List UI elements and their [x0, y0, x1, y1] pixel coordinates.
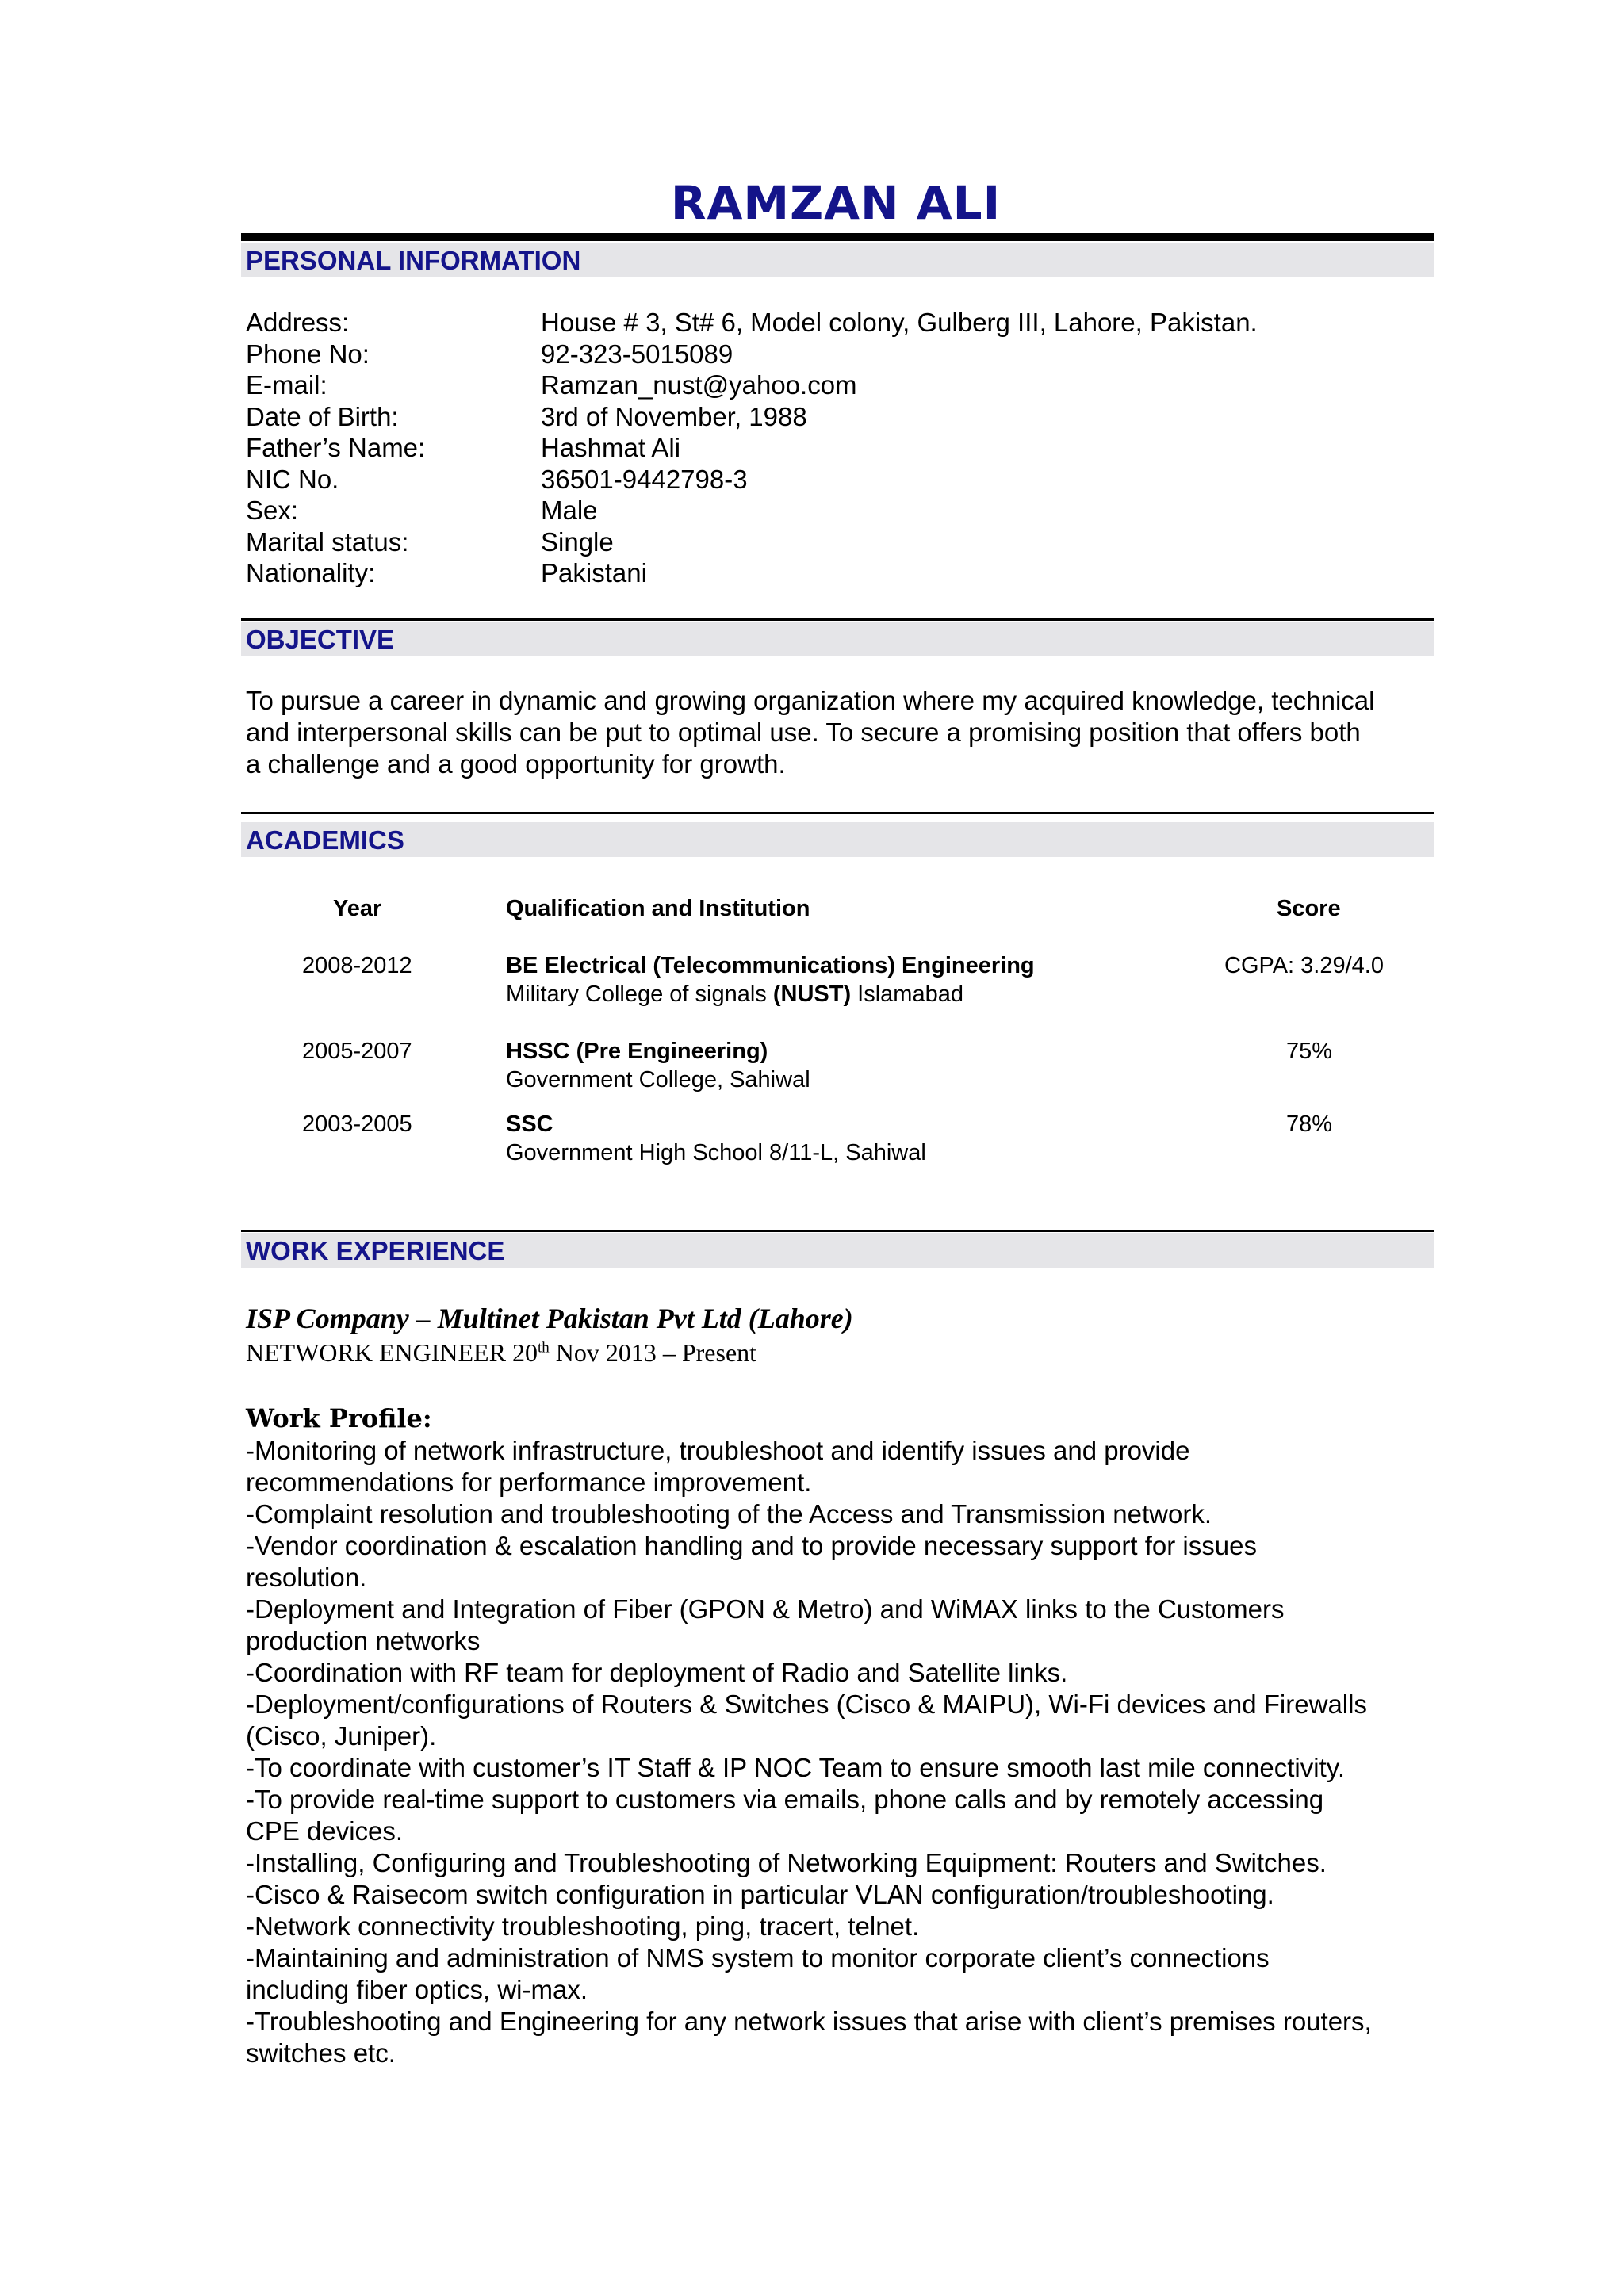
nic-value: 36501-9442798-3 [541, 465, 748, 494]
row-degree: HSSC (Pre Engineering) [506, 1039, 768, 1064]
row-score: CGPA: 3.29/4.0 [1224, 953, 1384, 978]
date-ordinal: th [537, 1339, 550, 1357]
row-institution [506, 980, 963, 1008]
job-title-dates [246, 1338, 756, 1368]
list-item: including fiber optics, wi-max. [246, 1975, 588, 2004]
row-institution: Government College, Sahiwal [506, 1067, 810, 1093]
row-year: 2005-2007 [302, 1039, 412, 1064]
list-item: -Coordination with RF team for deployment of Radio and Satellite links. [246, 1658, 1068, 1687]
row-year: 2003-2005 [302, 1112, 412, 1137]
dob-label: Date of Birth: [246, 402, 399, 431]
list-item: -Monitoring of network infrastructure, troubleshoot and identify issues and provide [246, 1436, 1190, 1465]
section-title-objective: OBJECTIVE [246, 625, 395, 654]
dob-value: 3rd of November, 1988 [541, 402, 807, 431]
col-header-year: Year [333, 896, 382, 921]
institution-city: Islamabad [851, 982, 963, 1007]
marital-status-label: Marital status: [246, 527, 409, 557]
father-name-label: Father’s Name: [246, 433, 426, 462]
list-item: recommendations for performance improvement. [246, 1468, 812, 1497]
col-header-score: Score [1277, 896, 1341, 921]
list-item: -Vendor coordination & escalation handling and to provide necessary support for issues [246, 1531, 1257, 1560]
nic-label: NIC No. [246, 465, 339, 494]
sex-value: Male [541, 496, 598, 525]
objective-line: and interpersonal skills can be put to optimal use. To secure a promising position that offers both [246, 718, 1361, 747]
list-item: -Maintaining and administration of NMS system to monitor corporate client’s connections [246, 1943, 1270, 1973]
objective-line: To pursue a career in dynamic and growing organization where my acquired knowledge, technical [246, 686, 1375, 715]
address-label: Address: [246, 308, 350, 337]
academics-rule [241, 812, 1434, 814]
section-work-experience [241, 1233, 1434, 1268]
job-dates: Nov 2013 – Present [549, 1338, 757, 1367]
work-duties-list [246, 1435, 1435, 2069]
list-item: -To coordinate with customer’s IT Staff & IP NOC Team to ensure smooth last mile connectivity. [246, 1753, 1345, 1782]
section-objective [241, 622, 1434, 656]
row-score: 78% [1286, 1112, 1333, 1137]
section-personal-information [241, 243, 1434, 277]
work-profile-heading: Work Profile: [246, 1403, 432, 1433]
section-title-personal: PERSONAL INFORMATION [246, 246, 581, 275]
list-item: -Troubleshooting and Engineering for any network issues that arise with client’s premises routers, [246, 2007, 1372, 2036]
section-title-work: WORK EXPERIENCE [246, 1236, 505, 1265]
list-item: -Network connectivity troubleshooting, ping, tracert, telnet. [246, 1911, 920, 1941]
row-degree: BE Electrical (Telecommunications) Engineering [506, 953, 1035, 978]
header-rule [241, 233, 1434, 241]
sex-label: Sex: [246, 496, 299, 525]
list-item: switches etc. [246, 2038, 396, 2068]
list-item: resolution. [246, 1563, 367, 1592]
phone-label: Phone No: [246, 339, 370, 369]
list-item: -Complaint resolution and troubleshooting of the Access and Transmission network. [246, 1499, 1212, 1529]
row-institution: Government High School 8/11-L, Sahiwal [506, 1140, 926, 1165]
list-item: -Deployment and Integration of Fiber (GPON & Metro) and WiMAX links to the Customers [246, 1594, 1285, 1624]
row-degree: SSC [506, 1112, 553, 1137]
section-academics [241, 822, 1434, 857]
objective-text [246, 685, 1435, 780]
list-item: production networks [246, 1626, 481, 1655]
phone-value: 92-323-5015089 [541, 339, 733, 369]
row-score: 75% [1286, 1039, 1333, 1064]
objective-line: a challenge and a good opportunity for growth. [246, 749, 786, 779]
marital-status-value: Single [541, 527, 614, 557]
address-value: House # 3, St# 6, Model colony, Gulberg III, Lahore, Pakistan. [541, 308, 1258, 337]
institution-name: Military College of signals [506, 982, 773, 1007]
list-item: CPE devices. [246, 1816, 404, 1846]
father-name-value: Hashmat Ali [541, 433, 681, 462]
nationality-label: Nationality: [246, 558, 376, 587]
nationality-value: Pakistani [541, 558, 647, 587]
objective-rule [241, 618, 1434, 621]
list-item: -Deployment/configurations of Routers & Switches (Cisco & MAIPU), Wi-Fi devices and Firewalls [246, 1689, 1367, 1719]
work-rule [241, 1230, 1434, 1232]
section-title-academics: ACADEMICS [246, 825, 404, 855]
col-header-qualification: Qualification and Institution [506, 896, 810, 921]
company-name: ISP Company – Multinet Pakistan Pvt Ltd (Lahore) [246, 1303, 853, 1334]
candidate-name: RAMZAN ALI [670, 176, 1002, 230]
email-label: E-mail: [246, 370, 327, 400]
job-title: NETWORK ENGINEER 20 [246, 1338, 538, 1367]
list-item: (Cisco, Juniper). [246, 1721, 437, 1751]
email-value: Ramzan_nust@yahoo.com [541, 370, 857, 400]
list-item: -To provide real-time support to customers via emails, phone calls and by remotely accessing [246, 1785, 1324, 1814]
institution-abbrev: (NUST) [772, 982, 852, 1007]
list-item: -Installing, Configuring and Troubleshooting of Networking Equipment: Routers and Switches. [246, 1848, 1327, 1877]
list-item: -Cisco & Raisecom switch configuration in particular VLAN configuration/troubleshooting. [246, 1880, 1274, 1909]
row-year: 2008-2012 [302, 953, 412, 978]
